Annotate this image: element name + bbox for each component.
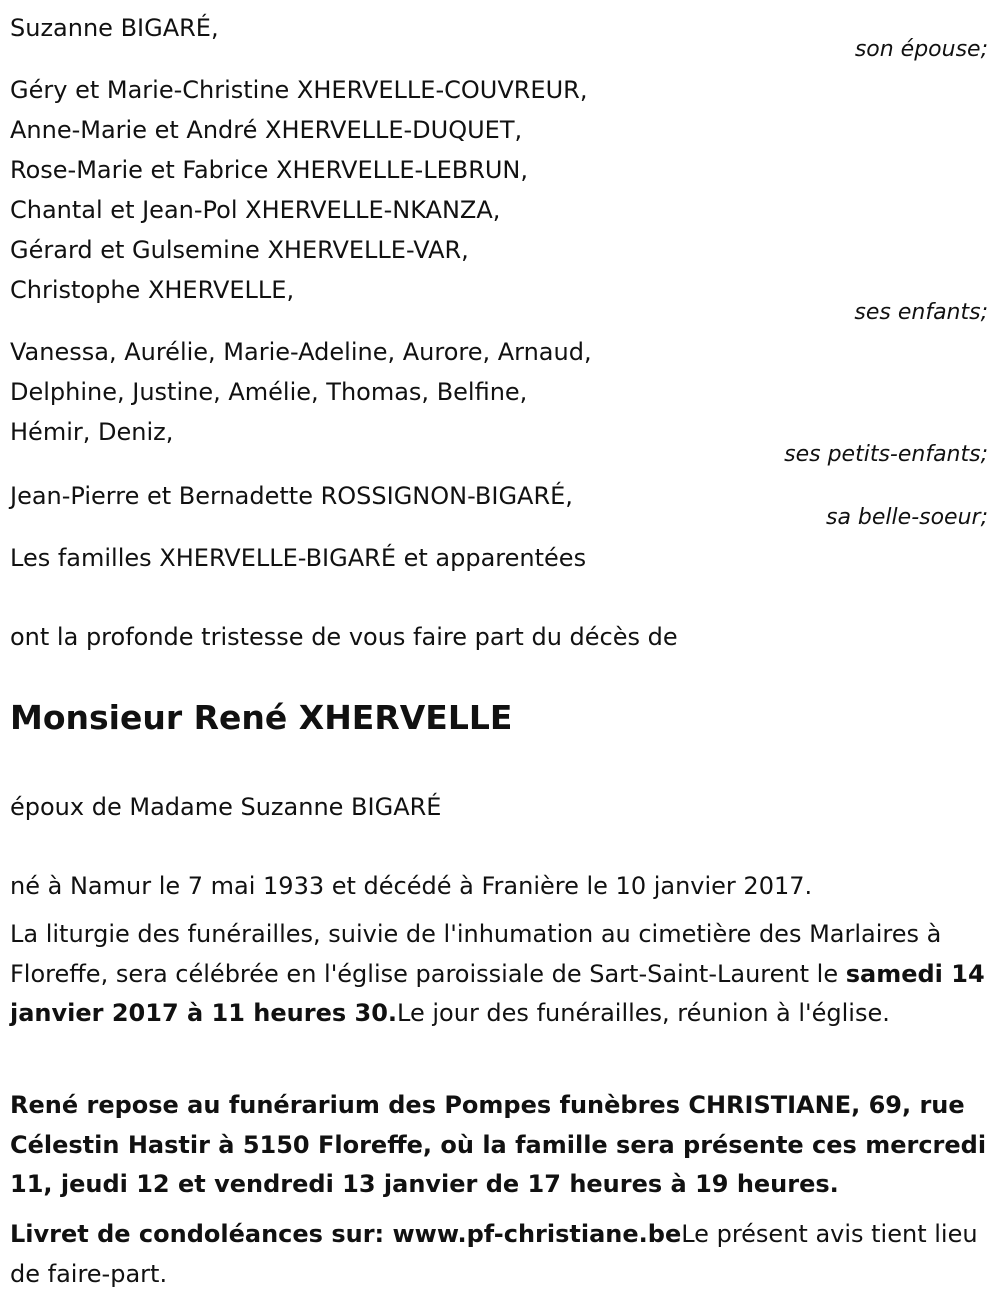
condolences-paragraph — [10, 1215, 995, 1294]
child: Christophe XHERVELLE, — [10, 276, 295, 304]
liturgy-text: La liturgie des funérailles, suivie de l'inhumation au cimetière des Marlaires à Floreffe, sera célébrée en l'église paroissiale de Sart-Saint-Laurent le — [10, 920, 942, 988]
liturgy-paragraph — [10, 915, 995, 1034]
liturgy-reunion: Le jour des funérailles, réunion à l'église. — [397, 999, 890, 1027]
grandchildren: Hémir, Deniz, — [10, 418, 174, 446]
spouse-role: son épouse; — [854, 37, 988, 62]
grandchildren-role: ses petits-enfants; — [784, 442, 988, 467]
condolences-link[interactable]: Livret de condoléances sur: www.pf-christiane.be — [10, 1220, 682, 1248]
child: Chantal et Jean-Pol XHERVELLE-NKANZA, — [10, 196, 501, 224]
sister-in-law: Jean-Pierre et Bernadette ROSSIGNON-BIGARÉ, — [10, 482, 573, 510]
spouse: Suzanne BIGARÉ, — [10, 14, 219, 42]
sister-in-law-role: sa belle-soeur; — [826, 505, 988, 530]
spouse-of: époux de Madame Suzanne BIGARÉ — [10, 793, 442, 821]
deceased-name: Monsieur René XHERVELLE — [10, 698, 513, 737]
grandchildren: Vanessa, Aurélie, Marie-Adeline, Aurore, Arnaud, — [10, 338, 592, 366]
child: Gérard et Gulsemine XHERVELLE-VAR, — [10, 236, 469, 264]
child: Rose-Marie et Fabrice XHERVELLE-LEBRUN, — [10, 156, 529, 184]
birth-death: né à Namur le 7 mai 1933 et décédé à Franière le 10 janvier 2017. — [10, 872, 813, 900]
announcement: ont la profonde tristesse de vous faire part du décès de — [10, 623, 678, 651]
funeral-date: samedi 14 janvier 2017 à 11 heures 30. — [10, 959, 985, 1027]
grandchildren: Delphine, Justine, Amélie, Thomas, Belfine, — [10, 378, 528, 406]
notice-text: Le présent avis tient lieu de faire-part. — [10, 1220, 978, 1288]
funerarium-paragraph: René repose au funérarium des Pompes funèbres CHRISTIANE, 69, rue Célestin Hastir à 5150 Floreffe, où la famille sera présente ces mercredi 11, jeudi 12 et vendredi 13 janvier de 17 heures à 19 heures. — [10, 1091, 987, 1198]
families: Les familles XHERVELLE-BIGARÉ et apparentées — [10, 544, 587, 572]
child: Anne-Marie et André XHERVELLE-DUQUET, — [10, 116, 523, 144]
children-role: ses enfants; — [854, 300, 988, 325]
child: Géry et Marie-Christine XHERVELLE-COUVREUR, — [10, 76, 588, 104]
